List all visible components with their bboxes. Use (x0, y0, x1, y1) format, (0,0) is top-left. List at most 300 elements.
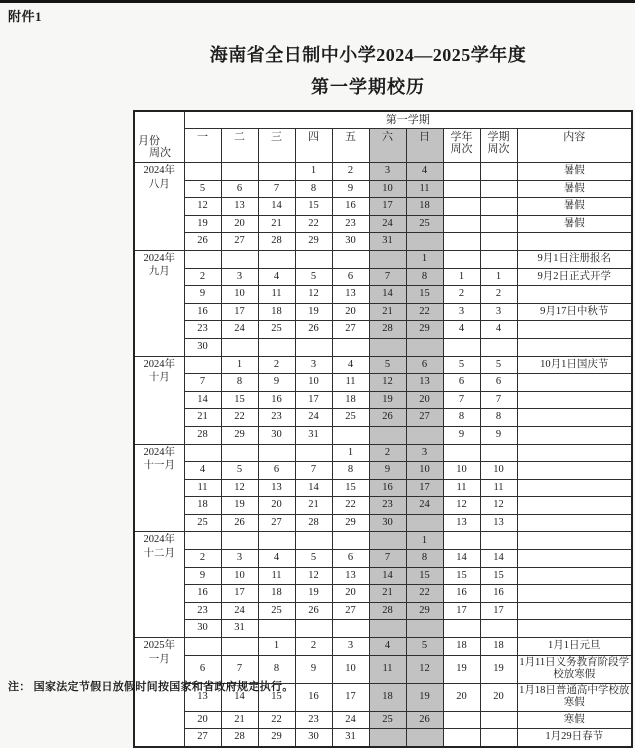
day-cell: 6 (258, 462, 295, 480)
year-week-cell: 3 (443, 303, 480, 321)
day-cell (406, 620, 443, 638)
term-week-cell: 3 (480, 303, 517, 321)
day-cell: 9 (184, 567, 221, 585)
day-cell: 12 (295, 286, 332, 304)
content-cell: 1月18日普通高中学校放寒假 (517, 683, 632, 711)
day-cell: 26 (406, 711, 443, 729)
day-cell (221, 338, 258, 356)
year-week-cell (443, 215, 480, 233)
day-cell: 1 (221, 356, 258, 374)
term-week-cell (480, 444, 517, 462)
day-cell: 11 (369, 655, 406, 683)
year-week-cell (443, 532, 480, 550)
content-cell (517, 338, 632, 356)
day-cell: 5 (184, 180, 221, 198)
corner-label-week: 周次 (149, 147, 171, 159)
day-cell: 25 (258, 321, 295, 339)
day-cell: 15 (406, 567, 443, 585)
year-week-cell: 17 (443, 602, 480, 620)
day-cell: 31 (295, 426, 332, 444)
scan-top-edge-line (0, 0, 635, 3)
day-cell (258, 250, 295, 268)
calendar-week-row (134, 374, 632, 392)
day-cell: 12 (295, 567, 332, 585)
year-week-cell: 15 (443, 567, 480, 585)
day-cell (258, 163, 295, 181)
document-title (118, 42, 618, 100)
year-week-cell (443, 729, 480, 747)
day-cell (221, 163, 258, 181)
content-cell: 1月29日春节 (517, 729, 632, 747)
weekday-header-mon: 一 (184, 129, 221, 163)
day-cell: 2 (369, 444, 406, 462)
term-week-cell: 16 (480, 585, 517, 603)
day-cell: 14 (295, 479, 332, 497)
day-cell: 28 (369, 602, 406, 620)
calendar-week-row (134, 268, 632, 286)
content-cell: 暑假 (517, 163, 632, 181)
year-week-cell: 9 (443, 426, 480, 444)
day-cell: 20 (184, 711, 221, 729)
day-cell: 23 (332, 215, 369, 233)
content-cell (517, 497, 632, 515)
year-week-cell (443, 338, 480, 356)
day-cell: 10 (295, 374, 332, 392)
day-cell: 13 (184, 683, 221, 711)
day-cell: 16 (184, 303, 221, 321)
calendar-week-row (134, 409, 632, 427)
day-cell: 13 (332, 286, 369, 304)
content-cell (517, 321, 632, 339)
day-cell: 26 (184, 233, 221, 251)
weekday-header-sat: 六 (369, 129, 406, 163)
calendar-week-row (134, 338, 632, 356)
day-cell: 11 (258, 567, 295, 585)
day-cell: 11 (258, 286, 295, 304)
day-cell: 23 (369, 497, 406, 515)
content-cell (517, 426, 632, 444)
day-cell: 20 (406, 391, 443, 409)
day-cell (406, 233, 443, 251)
day-cell: 6 (184, 655, 221, 683)
content-cell (517, 567, 632, 585)
year-week-cell: 6 (443, 374, 480, 392)
day-cell: 18 (406, 198, 443, 216)
day-cell: 19 (221, 497, 258, 515)
year-week-cell: 10 (443, 462, 480, 480)
day-cell: 14 (369, 567, 406, 585)
month-label-month: 十月 (148, 372, 170, 384)
day-cell: 14 (184, 391, 221, 409)
day-cell (369, 426, 406, 444)
day-cell: 18 (258, 585, 295, 603)
day-cell: 13 (406, 374, 443, 392)
day-cell: 31 (332, 729, 369, 747)
day-cell (406, 338, 443, 356)
day-cell: 6 (332, 550, 369, 568)
day-cell: 27 (258, 514, 295, 532)
day-cell (295, 250, 332, 268)
day-cell: 15 (221, 391, 258, 409)
day-cell: 4 (332, 356, 369, 374)
term-week-cell (480, 198, 517, 216)
day-cell: 20 (258, 497, 295, 515)
day-cell: 6 (406, 356, 443, 374)
calendar-week-row (134, 638, 632, 656)
day-cell (184, 532, 221, 550)
day-cell (369, 729, 406, 747)
calendar-week-row (134, 391, 632, 409)
day-cell: 5 (221, 462, 258, 480)
content-cell: 暑假 (517, 180, 632, 198)
day-cell (295, 338, 332, 356)
day-cell: 9 (369, 462, 406, 480)
day-cell: 7 (369, 550, 406, 568)
day-cell: 29 (406, 321, 443, 339)
day-cell: 14 (221, 683, 258, 711)
semester-header: 第一学期 (184, 111, 632, 129)
day-cell: 30 (369, 514, 406, 532)
content-cell: 寒假 (517, 711, 632, 729)
calendar-week-row (134, 479, 632, 497)
day-cell (221, 250, 258, 268)
calendar-week-row (134, 286, 632, 304)
content-cell (517, 374, 632, 392)
month-label-month: 十二月 (143, 547, 175, 559)
day-cell: 20 (332, 585, 369, 603)
content-cell: 暑假 (517, 198, 632, 216)
calendar-week-row (134, 550, 632, 568)
day-cell (184, 163, 221, 181)
term-week-cell (480, 233, 517, 251)
day-cell: 17 (295, 391, 332, 409)
term-week-cell (480, 729, 517, 747)
day-cell: 1 (332, 444, 369, 462)
day-cell: 8 (258, 655, 295, 683)
day-cell: 29 (258, 729, 295, 747)
content-cell (517, 602, 632, 620)
day-cell: 25 (332, 409, 369, 427)
calendar-week-row (134, 711, 632, 729)
year-week-cell: 18 (443, 638, 480, 656)
term-week-header-line2: 周次 (487, 143, 510, 155)
year-week-cell (443, 180, 480, 198)
content-cell (517, 514, 632, 532)
day-cell: 1 (406, 250, 443, 268)
day-cell (406, 729, 443, 747)
day-cell: 13 (332, 567, 369, 585)
day-cell: 7 (369, 268, 406, 286)
day-cell: 16 (258, 391, 295, 409)
calendar-week-row (134, 426, 632, 444)
day-cell: 24 (406, 497, 443, 515)
day-cell: 20 (221, 215, 258, 233)
day-cell (332, 426, 369, 444)
year-week-cell (443, 711, 480, 729)
year-week-cell (443, 620, 480, 638)
year-week-cell: 11 (443, 479, 480, 497)
day-cell: 4 (258, 550, 295, 568)
term-week-cell: 8 (480, 409, 517, 427)
day-cell: 12 (221, 479, 258, 497)
day-cell: 1 (406, 532, 443, 550)
day-cell: 27 (406, 409, 443, 427)
day-cell (369, 620, 406, 638)
day-cell: 18 (184, 497, 221, 515)
day-cell (221, 532, 258, 550)
day-cell: 25 (258, 602, 295, 620)
term-week-cell: 10 (480, 462, 517, 480)
month-label-month: 八月 (148, 178, 170, 190)
term-week-cell: 20 (480, 683, 517, 711)
day-cell: 15 (332, 479, 369, 497)
day-cell (184, 444, 221, 462)
semester-header-row (134, 111, 632, 129)
year-week-cell: 20 (443, 683, 480, 711)
day-cell: 9 (258, 374, 295, 392)
calendar-table (133, 110, 633, 748)
calendar-week-row (134, 497, 632, 515)
day-cell: 9 (332, 180, 369, 198)
day-cell: 19 (406, 683, 443, 711)
day-cell: 19 (295, 585, 332, 603)
day-cell: 16 (295, 683, 332, 711)
term-week-cell (480, 620, 517, 638)
calendar-week-row (134, 163, 632, 181)
day-cell: 19 (295, 303, 332, 321)
content-cell (517, 391, 632, 409)
content-header: 内容 (517, 129, 632, 163)
day-cell (406, 426, 443, 444)
day-cell: 18 (258, 303, 295, 321)
term-week-cell: 5 (480, 356, 517, 374)
day-cell (258, 444, 295, 462)
content-cell: 9月2日正式开学 (517, 268, 632, 286)
day-cell: 30 (332, 233, 369, 251)
day-cell: 10 (221, 286, 258, 304)
term-week-cell (480, 180, 517, 198)
calendar-week-row (134, 602, 632, 620)
calendar-week-row (134, 444, 632, 462)
content-cell (517, 409, 632, 427)
day-cell: 10 (332, 655, 369, 683)
month-label (134, 444, 184, 532)
day-cell: 15 (406, 286, 443, 304)
day-cell: 4 (369, 638, 406, 656)
year-week-cell: 19 (443, 655, 480, 683)
day-cell: 8 (406, 550, 443, 568)
day-cell: 21 (369, 303, 406, 321)
title-line-1: 海南省全日制中小学2024—2025学年度 (209, 45, 527, 65)
day-cell: 8 (221, 374, 258, 392)
month-label-month: 十一月 (143, 460, 175, 471)
year-week-cell: 2 (443, 286, 480, 304)
term-week-cell: 12 (480, 497, 517, 515)
year-week-cell: 13 (443, 514, 480, 532)
day-cell: 21 (295, 497, 332, 515)
term-week-cell (480, 532, 517, 550)
day-cell: 12 (184, 198, 221, 216)
content-cell: 1月1日元旦 (517, 638, 632, 656)
term-week-cell: 1 (480, 268, 517, 286)
month-label (134, 163, 184, 251)
day-cell (295, 444, 332, 462)
day-cell (184, 356, 221, 374)
attachment-label: 附件1 (8, 9, 43, 24)
day-cell: 9 (295, 655, 332, 683)
day-cell: 10 (221, 567, 258, 585)
day-cell: 18 (369, 683, 406, 711)
day-cell (332, 532, 369, 550)
day-cell: 24 (332, 711, 369, 729)
term-week-cell: 4 (480, 321, 517, 339)
year-week-cell: 5 (443, 356, 480, 374)
content-cell (517, 585, 632, 603)
year-week-header-line2: 周次 (450, 143, 473, 155)
day-cell: 17 (221, 585, 258, 603)
day-cell: 4 (258, 268, 295, 286)
calendar-week-row (134, 620, 632, 638)
day-cell: 15 (258, 683, 295, 711)
day-cell: 2 (295, 638, 332, 656)
day-cell: 21 (258, 215, 295, 233)
day-cell: 21 (221, 711, 258, 729)
day-cell (258, 338, 295, 356)
calendar-week-row (134, 356, 632, 374)
day-cell: 31 (221, 620, 258, 638)
calendar-week-row (134, 729, 632, 747)
calendar-week-row (134, 585, 632, 603)
calendar-week-row (134, 215, 632, 233)
day-cell: 17 (406, 479, 443, 497)
term-week-cell (480, 215, 517, 233)
day-cell: 11 (184, 479, 221, 497)
day-cell: 17 (221, 303, 258, 321)
day-cell: 28 (295, 514, 332, 532)
day-cell: 22 (406, 303, 443, 321)
term-week-cell: 19 (480, 655, 517, 683)
day-cell: 26 (295, 321, 332, 339)
calendar-week-row (134, 567, 632, 585)
day-cell: 26 (221, 514, 258, 532)
year-week-cell (443, 163, 480, 181)
content-cell (517, 550, 632, 568)
day-cell: 23 (184, 321, 221, 339)
year-week-cell (443, 444, 480, 462)
weekday-header-wed: 三 (258, 129, 295, 163)
day-cell: 26 (295, 602, 332, 620)
day-cell: 30 (258, 426, 295, 444)
day-cell: 23 (258, 409, 295, 427)
month-label-month: 九月 (148, 266, 170, 278)
weekday-header-tue: 二 (221, 129, 258, 163)
calendar-week-row (134, 180, 632, 198)
day-cell: 2 (184, 550, 221, 568)
day-cell: 25 (369, 711, 406, 729)
day-cell: 29 (295, 233, 332, 251)
calendar-week-row (134, 532, 632, 550)
day-cell: 3 (221, 268, 258, 286)
day-cell: 5 (406, 638, 443, 656)
day-cell: 18 (332, 391, 369, 409)
day-cell: 3 (406, 444, 443, 462)
term-week-cell (480, 163, 517, 181)
content-cell: 9月1日注册报名 (517, 250, 632, 268)
day-cell: 31 (369, 233, 406, 251)
day-cell: 28 (221, 729, 258, 747)
calendar-week-row (134, 303, 632, 321)
term-week-cell: 11 (480, 479, 517, 497)
calendar-week-row (134, 233, 632, 251)
year-week-cell (443, 233, 480, 251)
term-week-cell: 9 (480, 426, 517, 444)
day-cell: 8 (332, 462, 369, 480)
day-cell: 8 (406, 268, 443, 286)
term-week-cell: 2 (480, 286, 517, 304)
term-week-cell: 6 (480, 374, 517, 392)
day-cell: 19 (369, 391, 406, 409)
day-cell: 14 (258, 198, 295, 216)
day-cell: 22 (406, 585, 443, 603)
day-cell: 11 (406, 180, 443, 198)
day-cell: 7 (221, 655, 258, 683)
day-cell: 16 (332, 198, 369, 216)
day-cell: 24 (295, 409, 332, 427)
day-cell (184, 638, 221, 656)
calendar-week-row (134, 462, 632, 480)
day-cell: 13 (258, 479, 295, 497)
month-label-year: 2024年 (143, 252, 175, 264)
day-cell: 27 (332, 602, 369, 620)
day-cell: 27 (332, 321, 369, 339)
content-cell (517, 532, 632, 550)
calendar-week-row (134, 514, 632, 532)
content-cell (517, 620, 632, 638)
day-cell: 21 (184, 409, 221, 427)
day-cell: 4 (406, 163, 443, 181)
day-cell (295, 620, 332, 638)
day-cell: 5 (295, 268, 332, 286)
day-cell (221, 444, 258, 462)
month-label-year: 2024年 (143, 165, 175, 176)
day-cell (295, 532, 332, 550)
day-cell: 30 (184, 338, 221, 356)
term-week-cell: 17 (480, 602, 517, 620)
day-cell: 25 (184, 514, 221, 532)
day-cell: 22 (221, 409, 258, 427)
day-cell: 17 (369, 198, 406, 216)
day-cell: 8 (295, 180, 332, 198)
day-cell: 7 (295, 462, 332, 480)
day-cell: 28 (258, 233, 295, 251)
day-cell: 10 (406, 462, 443, 480)
day-cell (221, 638, 258, 656)
day-cell: 5 (295, 550, 332, 568)
term-week-cell: 14 (480, 550, 517, 568)
term-week-cell (480, 250, 517, 268)
term-week-header-line1: 学期 (487, 131, 510, 143)
day-cell: 4 (184, 462, 221, 480)
weekday-header-thu: 四 (295, 129, 332, 163)
month-label-year: 2025年 (143, 640, 175, 652)
day-cell: 1 (295, 163, 332, 181)
day-cell: 2 (258, 356, 295, 374)
year-week-cell: 7 (443, 391, 480, 409)
day-cell: 28 (369, 321, 406, 339)
month-label (134, 532, 184, 638)
term-week-header (480, 129, 517, 163)
day-cell: 20 (332, 303, 369, 321)
